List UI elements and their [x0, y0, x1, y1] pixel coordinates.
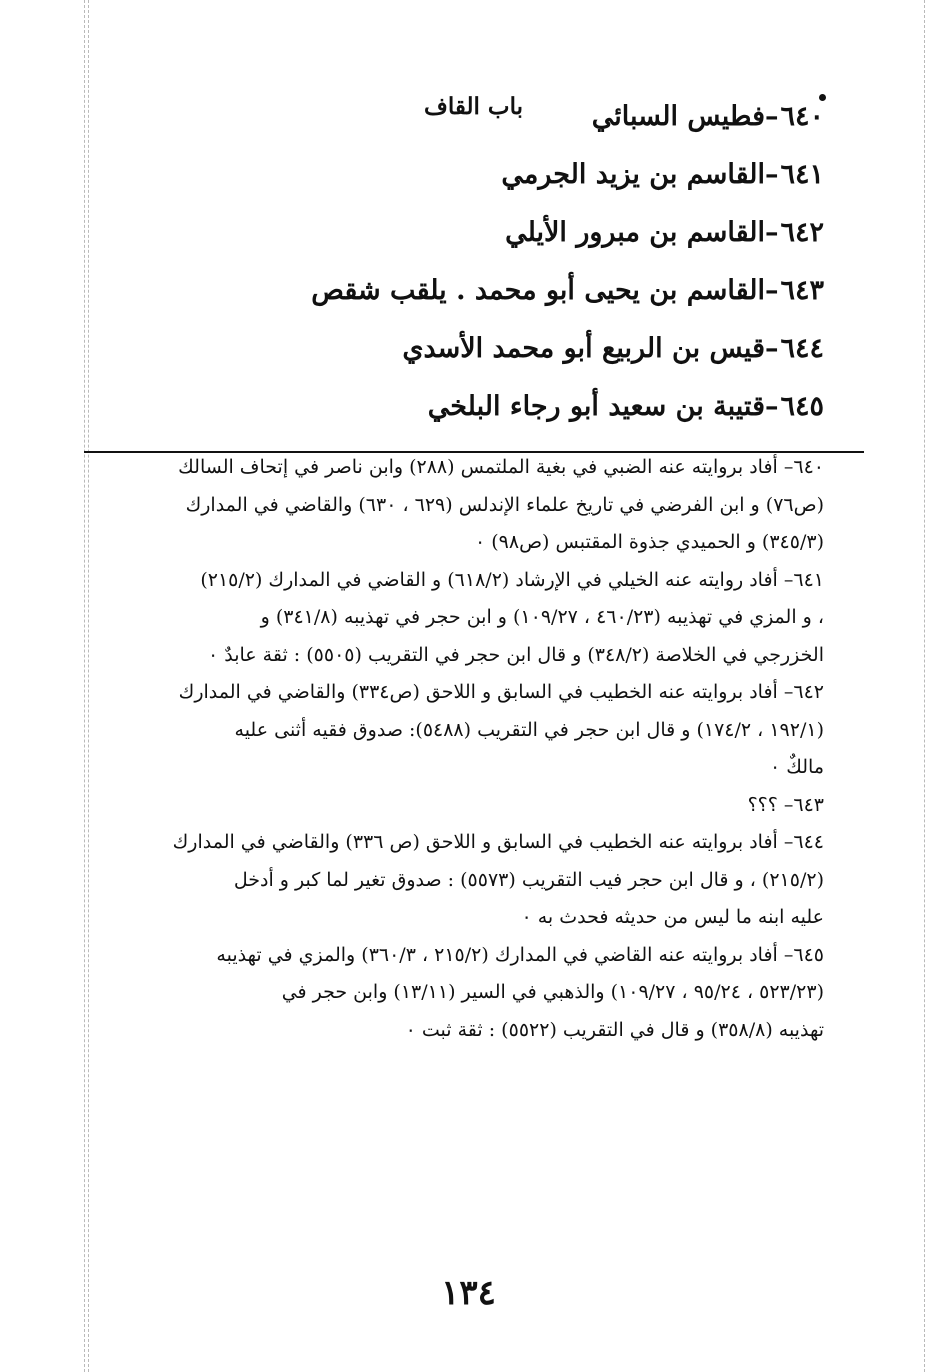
entry-number: ٦٤٢ [780, 217, 824, 248]
entry-number: ٦٤٣ [780, 275, 824, 306]
entry-number: ٦٤٥ [780, 391, 824, 422]
footnote-line: (٥٢٣/٢٣ ، ٩٥/٢٤ ، ١٠٩/٢٧) والذهبي في السير (١٣/١١) وابن حجر في [281, 981, 824, 1003]
entry-number: ٦٤١ [780, 159, 824, 190]
footnotes [84, 449, 824, 1049]
scan-edge-right [924, 0, 925, 1372]
entry-name: قيس بن الربيع أبو محمد الأسدي [402, 333, 765, 364]
footnote-line: عليه ابنه ما ليس من حديثه فحدث به ٠ [521, 906, 824, 928]
entry-name: قتيبة بن سعيد أبو رجاء البلخي [427, 391, 765, 422]
entry-645: ٦٤٥–قتيبة بن سعيد أبو رجاء البلخي [427, 391, 824, 422]
entry-list [304, 88, 824, 436]
footnote-line: تهذيبه (٣٥٨/٨) و قال في التقريب (٥٥٢٢) : ثقة ثبت ٠ [405, 1018, 824, 1041]
entry-name: القاسم بن يزيد الجرمي [501, 159, 765, 190]
footnote-line: (١٩٢/١ ، ١٧٤/٢) و قال ابن حجر في التقريب (٥٤٨٨): صدوق فقيه أثنى عليه [234, 718, 824, 741]
footnote-line: الخزرجي في الخلاصة (٣٤٨/٢) و قال ابن حجر في التقريب (٥٥٠٥) : ثقة عابدٌ ٠ [208, 643, 824, 666]
chapter-title: باب القاف [424, 93, 523, 120]
entry-name: القاسم بن مبرور الأيلي [505, 217, 765, 248]
footnote-line: (ص٧٦) و ابن الفرضي في تاريخ علماء الإندلس (٦٢٩ ، ٦٣٠) والقاضي في المدارك [185, 493, 824, 516]
footnote-line: ، و المزي في تهذيبه (٤٦٠/٢٣ ، ١٠٩/٢٧) و ابن حجر في تهذيبه (٣٤١/٨) و [260, 606, 824, 628]
footnote-line: مالكٌ ٠ [769, 756, 824, 778]
entry-644: ٦٤٤–قيس بن الربيع أبو محمد الأسدي [402, 333, 824, 364]
footnote-line: ٦٤٠– أفاد بروايته عنه الضبي في بغية الملتمس (٢٨٨) وابن ناصر في إتحاف السالك [178, 456, 824, 478]
footnote-line: ٦٤١– أفاد روايته عنه الخيلي في الإرشاد (٦١٨/٢) و القاضي في المدارك (٢١٥/٢) [200, 568, 824, 591]
footnote-line: (٢١٥/٢) ، و قال ابن حجر فيب التقريب (٥٥٧٣) : صدوق تغير لما كبر و أدخل [233, 868, 824, 891]
entry-640: ٦٤٠–فطيس السبائي [591, 101, 824, 132]
footnote-line: ٦٤٤– أفاد بروايته عنه الخطيب في السابق و اللاحق (ص ٣٣٦) والقاضي في المدارك [172, 831, 824, 853]
footnote-line: (٣٤٥/٣) و الحميدي جذوة المقتبس (ص٩٨) ٠ [474, 531, 824, 553]
footnote-line: ٦٤٣– ؟؟؟ [747, 793, 824, 816]
entry-643: ٦٤٣–القاسم بن يحيى أبو محمد . يلقب شقص [311, 275, 824, 306]
footnote-line: ٦٤٥– أفاد بروايته عنه القاضي في المدارك (٢١٥/٢ ، ٣٦٠/٣) والمزي في تهذيبه [216, 943, 824, 966]
entry-number: ٦٤٤ [780, 333, 824, 364]
entry-number: ٦٤٠ [780, 101, 824, 132]
page-number: ١٣٤ [441, 1273, 496, 1313]
entry-name: فطيس السبائي [591, 101, 765, 132]
entry-name: القاسم بن يحيى أبو محمد . يلقب شقص [311, 275, 765, 306]
footnote-line: ٦٤٢– أفاد بروايته عنه الخطيب في السابق و اللاحق (ص٣٣٤) والقاضي في المدارك [178, 681, 824, 703]
entry-642: ٦٤٢–القاسم بن مبرور الأيلي [505, 217, 824, 248]
entry-641: ٦٤١–القاسم بن يزيد الجرمي [501, 159, 824, 190]
